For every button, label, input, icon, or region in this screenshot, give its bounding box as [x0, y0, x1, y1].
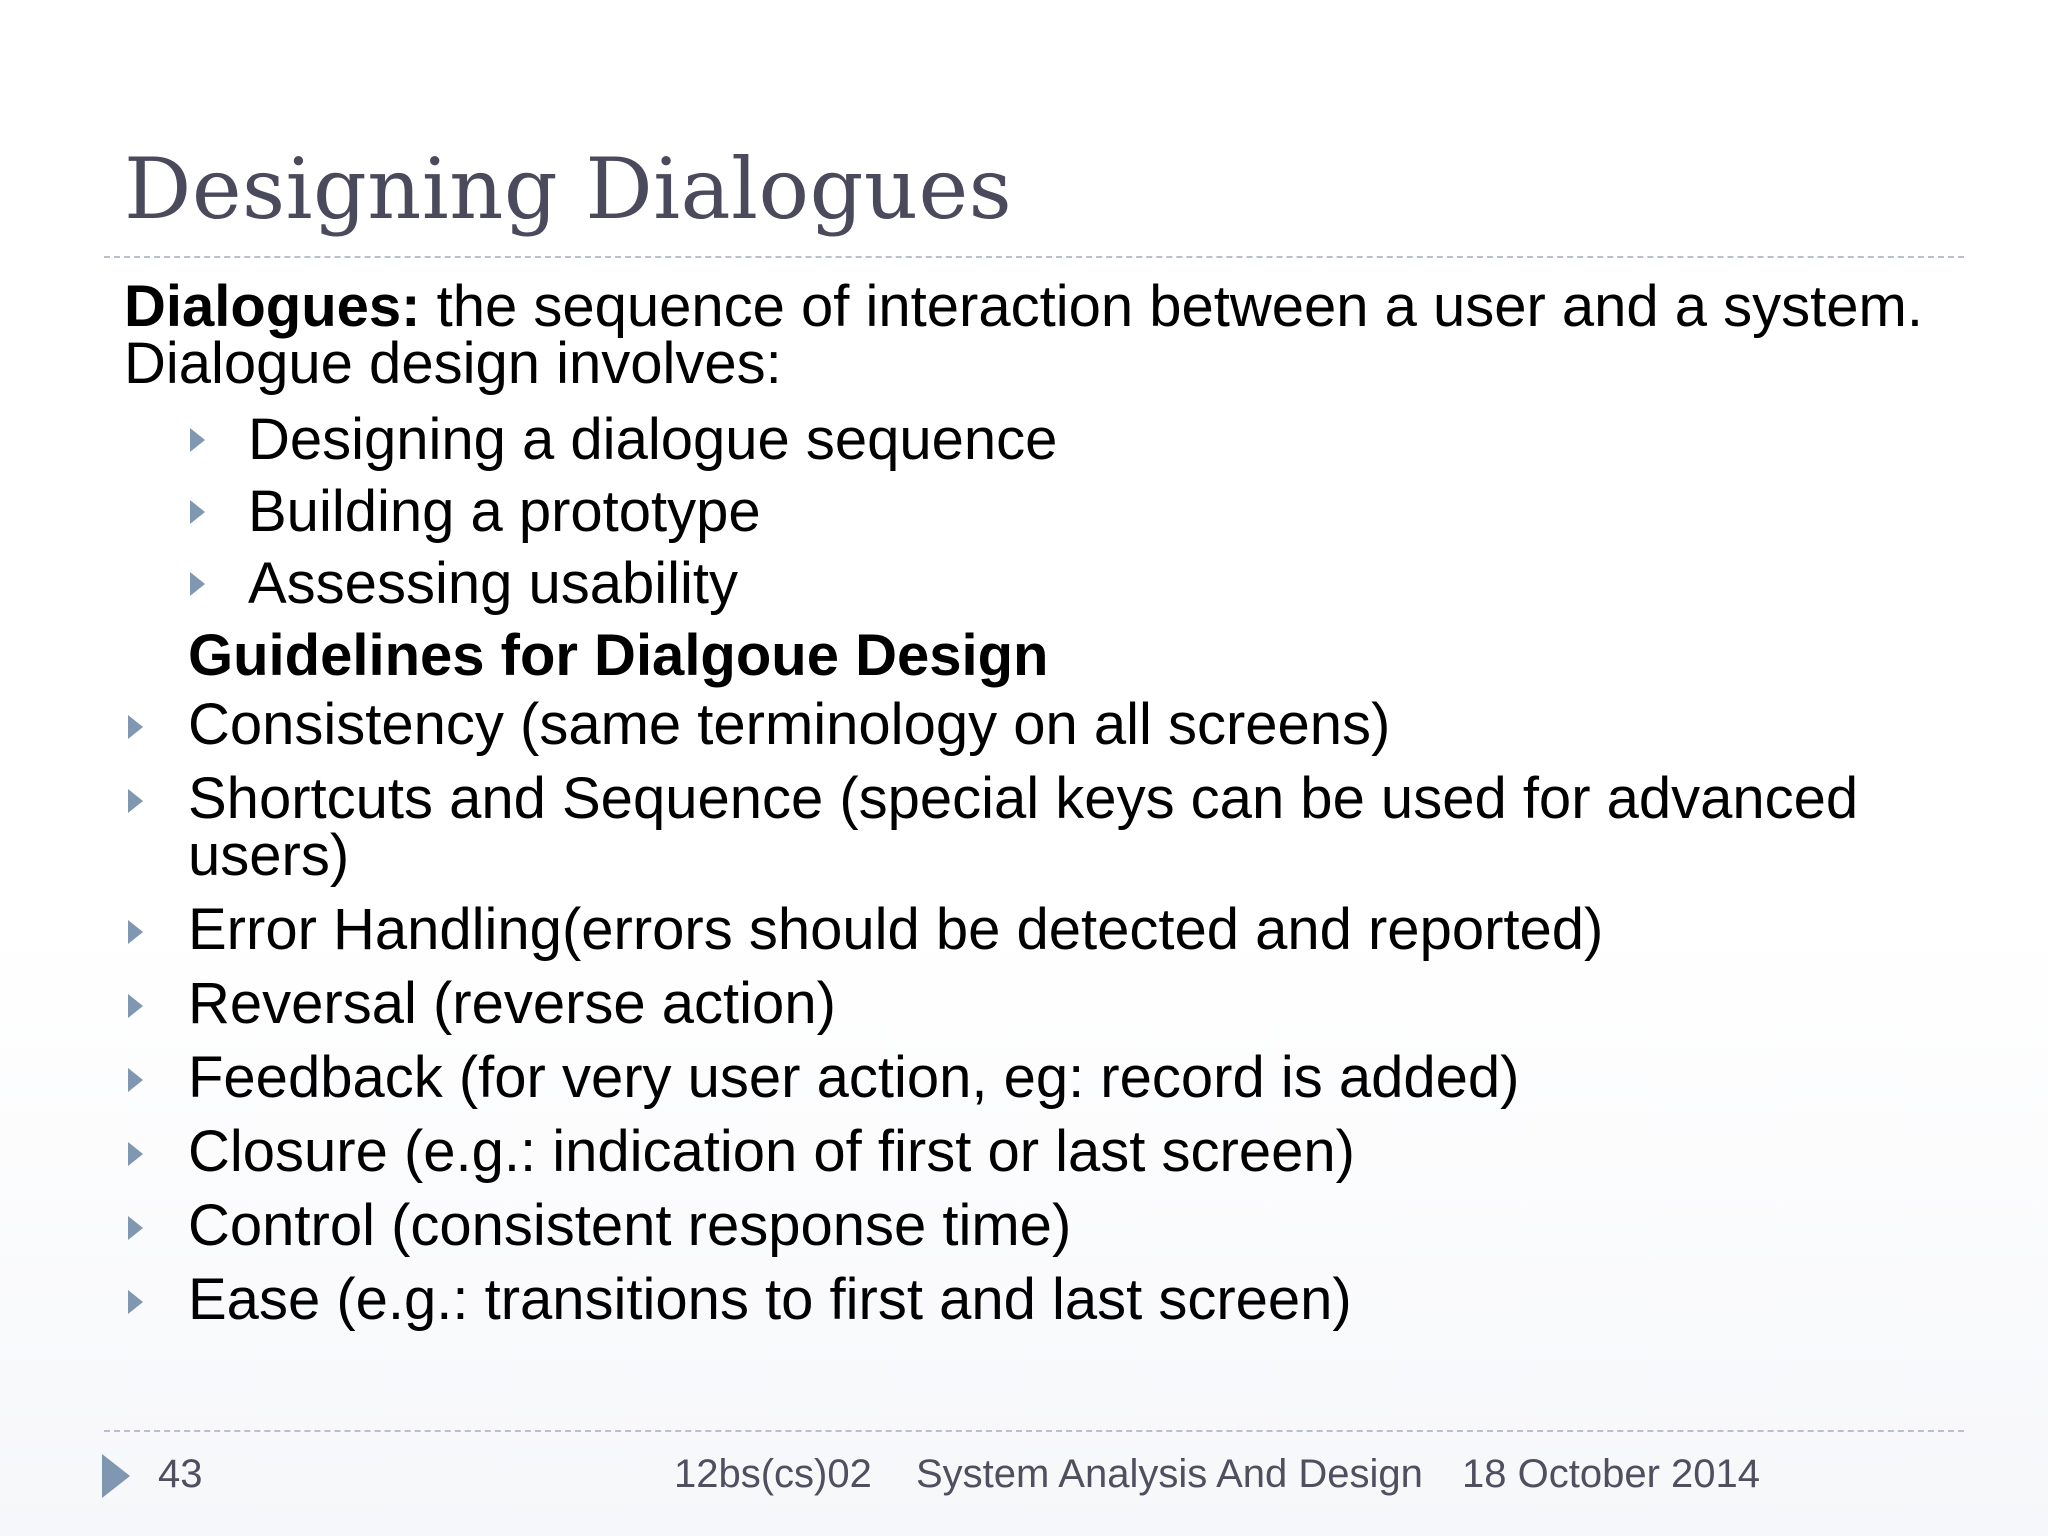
- triangle-right-icon: [128, 1142, 143, 1166]
- slide-footer: [0, 1440, 2048, 1510]
- footer-divider: [104, 1430, 1964, 1432]
- list-item: Assessing usability: [248, 548, 1944, 620]
- page-number: 43: [158, 1452, 203, 1496]
- guidelines-list: [124, 692, 1944, 1332]
- guidelines-heading: Guidelines for Dialgoue Design: [188, 623, 1049, 688]
- slide-content: [124, 274, 1944, 1345]
- list-item: Reversal (reverse action): [188, 975, 1944, 1032]
- intro-definition: the sequence of interaction between a user and a system. Dialogue design involves:: [124, 274, 1923, 396]
- triangle-right-icon: [128, 1290, 143, 1314]
- list-item: Designing a dialogue sequence: [248, 404, 1944, 476]
- list-item: Shortcuts and Sequence (special keys can be used for advanced users): [188, 770, 1944, 884]
- list-item: Feedback (for very user action, eg: record is added): [188, 1049, 1944, 1106]
- triangle-right-icon: [128, 994, 143, 1018]
- list-item: Consistency (same terminology on all screens): [188, 696, 1944, 753]
- course-name: System Analysis And Design: [916, 1452, 1423, 1496]
- triangle-right-icon: [128, 1068, 143, 1092]
- slide-title: Designing Dialogues: [124, 140, 1013, 238]
- design-steps-list: [124, 404, 1944, 620]
- triangle-right-icon: [128, 789, 143, 813]
- list-item: Building a prototype: [248, 476, 1944, 548]
- footer-date: 18 October 2014: [1462, 1452, 1760, 1496]
- course-code: 12bs(cs)02: [674, 1452, 872, 1496]
- list-item: Control (consistent response time): [188, 1197, 1944, 1254]
- triangle-right-icon: [128, 715, 143, 739]
- triangle-right-icon: [190, 572, 205, 596]
- triangle-right-icon: [128, 920, 143, 944]
- title-divider: [104, 256, 1964, 258]
- list-item: Ease (e.g.: transitions to first and last screen): [188, 1271, 1944, 1328]
- triangle-right-icon: [102, 1454, 130, 1498]
- triangle-right-icon: [190, 428, 205, 452]
- intro-paragraph: [124, 274, 1944, 396]
- intro-term: Dialogues:: [124, 274, 421, 339]
- list-item: Closure (e.g.: indication of first or last screen): [188, 1123, 1944, 1180]
- list-item: Error Handling(errors should be detected and reported): [188, 901, 1944, 958]
- triangle-right-icon: [190, 500, 205, 524]
- triangle-right-icon: [128, 1216, 143, 1240]
